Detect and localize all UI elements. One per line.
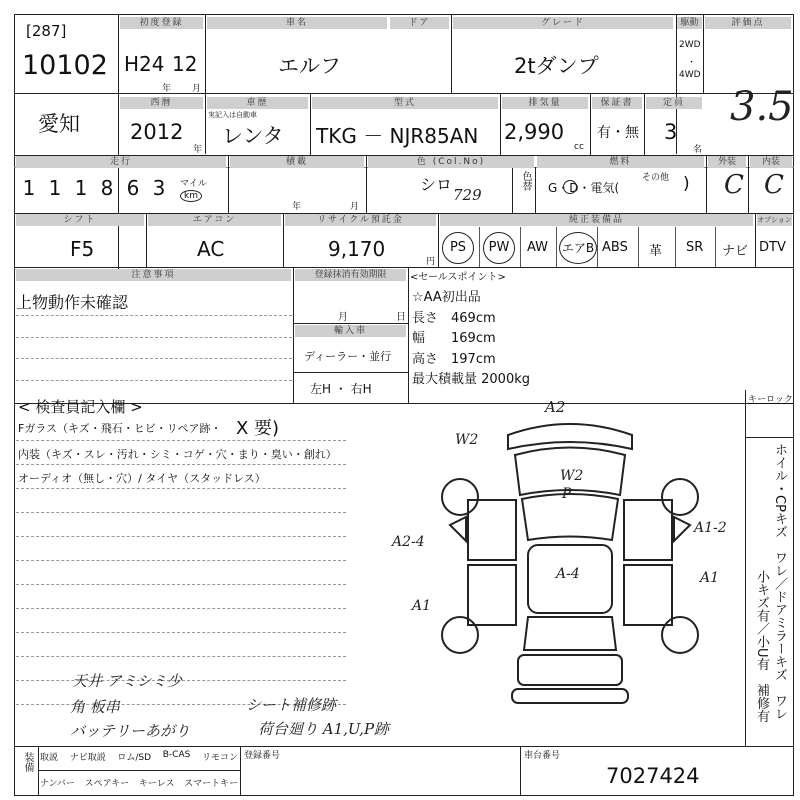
equip-leather: 革 [649,244,663,259]
reg-year-unit: 年 [193,145,203,155]
inspection-month-unit: 月 [350,202,360,212]
mark-p: P [562,486,572,502]
interior-hand: C [764,170,784,200]
first-reg-header: 初度登録 [120,17,203,29]
mileage-unit-mile: マイル [180,179,207,189]
fuel-other: その他 [642,173,670,183]
right-mirror [674,517,690,541]
mark-w2: W2 [455,432,479,448]
side-text-2: 小キズ有／小U有 補修有 [754,570,769,723]
wheel-rear-left [442,617,478,653]
mark-w2b: W2 [560,468,584,484]
bottom-labels-top [40,750,238,763]
label-navi-manual: ナビ取説 [69,753,106,763]
selling-point: 最大積載量 2000kg [412,372,530,387]
label-bcas: B-CAS [162,750,191,760]
warranty-header: 保証書 [592,97,642,109]
mark-a1-right: A1 [700,570,720,586]
paint-label: 色替 [520,171,531,191]
mileage-digits [16,176,176,206]
selling-points [412,288,530,391]
equipment-vertical: 装備 [22,752,33,772]
grade: 2tダンプ [514,54,599,78]
car-name-header: 車名 [207,17,387,29]
key-lock-label: キーロック [748,395,793,405]
region: 愛知 [38,112,80,136]
chassis-no: 7027424 [606,764,700,788]
notice-header: 注意事項 [16,269,291,281]
right-rear-door [624,565,672,625]
color-code: 729 [453,186,482,204]
hand-note-2: 角 板串 [70,698,120,716]
grade-header: グレード [453,17,673,29]
lot-sub: [287] [26,22,67,40]
first-reg-month: 12 [172,52,198,76]
aircon-header: エアコン [148,214,281,226]
selling-point: 幅 169cm [412,331,496,346]
model-header: 型式 [312,97,498,109]
mileage-unit-km: km [180,190,202,202]
first-reg-era: H24 [124,52,165,76]
notice-text: 上物動作未確認 [16,293,129,312]
selling-point-header: <セールスポイント> [410,272,506,283]
hand-note-1: 天井 アミシミ少 [72,672,182,690]
mark-a1-2: A1-2 [694,520,727,536]
mileage-header: 走行 [16,156,226,168]
drive-2wd: 2WD [679,40,701,50]
fuel-header: 燃料 [537,156,704,168]
hand-note-4: シート補修跡 [246,696,337,714]
label-remote: リモコン [201,753,238,763]
doors-header: ドア [390,17,449,29]
vehicle-use-header: 車歴 [207,97,308,109]
mileage-digit: 1 [48,176,62,200]
reg-number-header: 登録番号 [244,751,281,761]
reg-expiry-month: 月 [338,312,348,323]
mileage-digit: 1 [74,176,88,200]
side-text-1: ホイル・CPキズ ワレ／ドアミラーキズ ワレ [772,443,787,720]
carry-header: 積載 [230,156,364,168]
inspector-line-interior: 内装（キズ・スレ・汚れ・シミ・コゲ・穴・まり・臭い・創れ） [18,448,337,461]
car-name: エルフ [278,54,341,78]
equipment-header: 純正装備品 [440,214,753,226]
recycle-unit: 円 [426,257,436,267]
rear-window [524,617,616,650]
first-reg-month-unit: 月 [192,84,202,94]
label-number: ナンバー [40,779,75,789]
color-name: シロ [420,175,453,194]
wheel-front-left [442,479,478,515]
drive-header: 駆動 [677,17,702,29]
recycle: 9,170 [328,237,386,261]
capacity-header: 定員 [646,97,702,109]
vehicle-diagram [420,405,720,710]
selling-point: ☆AA初出品 [412,290,481,305]
equip-airbag: エアB [559,232,597,264]
label-rom-sd: ロム/SD [117,753,152,763]
exterior-hand: C [724,170,744,200]
rating-hand: 3.5 [730,84,794,130]
drive-4wd: 4WD [679,70,701,80]
inspector-header: < 検査員記入欄 > [18,398,143,416]
mark-a2: A2 [545,398,566,416]
selling-point: 長さ 469cm [412,310,496,326]
bottom-labels-bottom [40,776,238,789]
diesel-circle [563,180,577,194]
fuel-options: G・D・電気( [548,181,620,195]
displacement: 2,990 [504,120,565,144]
rear-bumper [512,689,628,703]
option-header: オプション [757,216,792,224]
label-spare-key: スペアキー [84,779,130,789]
option-dtv: DTV [759,240,786,255]
reg-expiry-header: 登録抹消有効期限 [295,269,406,281]
left-front-door [468,500,516,560]
vehicle-use-note: 実記入は自動車 [208,111,257,119]
shift-header: シフト [16,214,144,226]
displacement-header: 排気量 [502,97,588,109]
drive-dot: ・ [687,58,697,68]
first-reg-year-unit: 年 [162,84,172,94]
inspector-line-audio: オーディオ（無し・穴）/ タイヤ（スタッドレス） [18,472,266,485]
left-mirror [450,517,466,541]
model: TKG － NJR85AN [316,124,479,148]
selling-point: 高さ 197cm [412,351,496,367]
mileage-digit: 6 [126,176,140,200]
equip-pw: PW [483,232,515,264]
shift: F5 [70,237,95,261]
mark-a1-left: A1 [412,598,432,614]
equip-aw: AW [527,240,549,255]
exterior-header: 外装 [708,156,746,168]
label-keyless: キーレス [138,779,175,789]
equip-ps: PS [442,232,474,264]
mileage-digit: 1 [22,176,36,200]
trunk [518,655,622,685]
hand-note-5: 荷台廻り A1,U,P跡 [258,720,390,738]
capacity: 3 [664,120,678,144]
year-header: 西暦 [120,97,203,109]
inspection-year-unit: 年 [292,202,302,212]
mark-a2-4: A2-4 [392,534,425,550]
wheel-rear-right [662,617,698,653]
chassis-no-header: 車台番号 [524,751,561,761]
warranty: 有・無 [597,125,639,141]
rating-header: 評価点 [705,17,791,29]
left-rear-door [468,565,516,625]
capacity-unit: 名 [693,145,703,155]
wheel-front-right [662,479,698,515]
interior-header: 内装 [750,156,792,168]
fglass-mark: X 要) [236,418,280,439]
color-header: 色 (Col.No) [368,156,534,168]
recycle-header: リサイクル預託金 [285,214,436,226]
reg-expiry-day: 日 [396,312,406,323]
inspector-line-fglass: Fガラス（キズ・飛石・ヒビ・リペア跡・ [18,422,222,435]
mileage-digit: 3 [152,176,166,200]
front-bumper [508,424,632,449]
equip-abs: ABS [602,240,628,255]
hand-note-3: バッテリーあがり [70,722,191,740]
lot-number: 10102 [22,50,108,81]
vehicle-use: レンタ [222,124,284,148]
label-smart-key: スマートキー [184,779,238,789]
equip-navi: ナビ [722,244,749,259]
mileage-digit: 8 [100,176,114,200]
import-header: 輸入車 [295,325,406,337]
displacement-unit: cc [574,142,584,152]
handle-options: 左H ・ 右H [310,382,372,396]
import-options: ディーラー・並行 [304,350,392,363]
label-manual: 取説 [40,753,59,763]
reg-year: 2012 [130,120,184,144]
equip-sr: SR [686,240,704,255]
fuel-close: ) [683,174,690,194]
right-front-door [624,500,672,560]
aircon: AC [197,237,225,261]
mark-a-4: A-4 [556,566,580,582]
